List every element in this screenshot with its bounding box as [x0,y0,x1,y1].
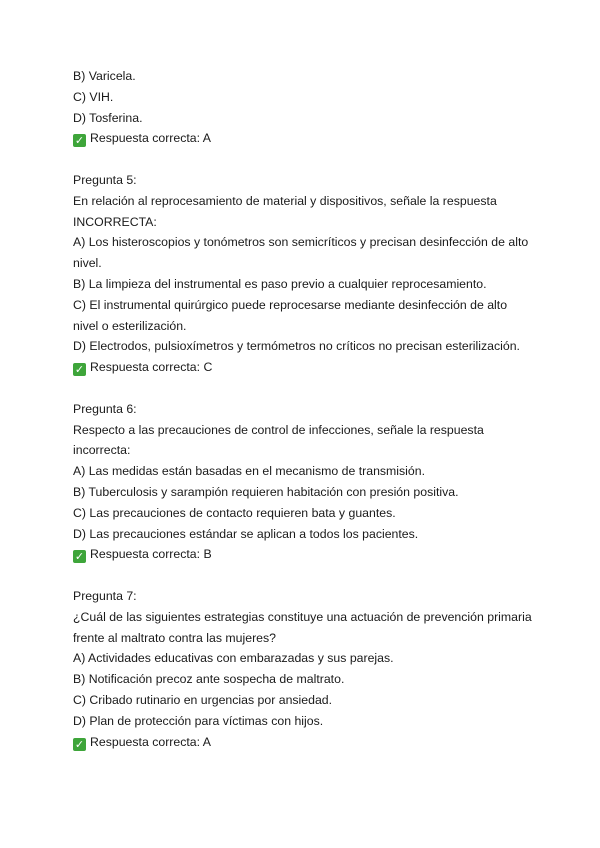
option-d: D) Electrodos, pulsioxímetros y termómetros no críticos no precisan esterilización. [73,339,520,354]
question-7 [73,586,543,752]
option-c: C) VIH. [73,89,114,104]
correct-answer: ✓ Respuesta correcta: A [74,131,211,148]
document-page [73,66,543,752]
option-c: C) El instrumental quirúrgico puede reprocesarse mediante desinfección de alto [73,297,508,312]
question-text: frente al maltrato contra las mujeres? [73,630,276,645]
option-c: C) Las precauciones de contacto requieren bata y guantes. [73,505,396,520]
option-b: B) Tuberculosis y sarampión requieren habitación con presión positiva. [73,484,459,499]
option-b: B) La limpieza del instrumental es paso previo a cualquier reprocesamiento. [73,276,487,291]
question-text: Respecto a las precauciones de control de infecciones, señale la respuesta [73,422,484,437]
question-text: INCORRECTA: [73,214,157,229]
option-d: D) Tosferina. [73,110,143,125]
option-d: D) Las precauciones estándar se aplican a todos los pacientes. [73,526,419,541]
question-text: incorrecta: [73,443,131,458]
question-heading: Pregunta 5: [73,172,137,187]
spacer [73,149,543,170]
option-c-continued: nivel o esterilización. [73,318,187,333]
question-text: ¿Cuál de las siguientes estrategias constituye una actuación de prevención primaria [73,609,532,624]
spacer [73,378,543,399]
correct-answer: ✓ Respuesta correcta: A [74,734,211,751]
check-mark-icon: ✓ [74,134,85,148]
check-mark-icon: ✓ [74,363,85,377]
option-a: A) Actividades educativas con embarazadas y sus parejas. [73,651,394,666]
previous-question-tail [73,66,543,149]
question-heading: Pregunta 6: [73,401,137,416]
option-c: C) Cribado rutinario en urgencias por ansiedad. [73,692,333,707]
check-mark-icon: ✓ [74,550,85,564]
question-6 [73,399,543,565]
check-mark-icon: ✓ [74,737,85,751]
option-b: B) Varicela. [73,69,136,83]
correct-answer: ✓ Respuesta correcta: C [74,360,213,377]
question-text: En relación al reprocesamiento de material y dispositivos, señale la respuesta [73,193,497,208]
correct-answer: ✓ Respuesta correcta: B [74,547,212,564]
spacer [73,565,543,586]
option-a-continued: nivel. [73,256,102,271]
question-5 [73,170,543,378]
option-d: D) Plan de protección para víctimas con hijos. [73,713,324,728]
question-heading: Pregunta 7: [73,588,137,603]
option-b: B) Notificación precoz ante sospecha de maltrato. [73,672,345,687]
option-a: A) Los histeroscopios y tonómetros son semicríticos y precisan desinfección de alto [73,235,529,250]
option-a: A) Las medidas están basadas en el mecanismo de transmisión. [73,464,426,479]
